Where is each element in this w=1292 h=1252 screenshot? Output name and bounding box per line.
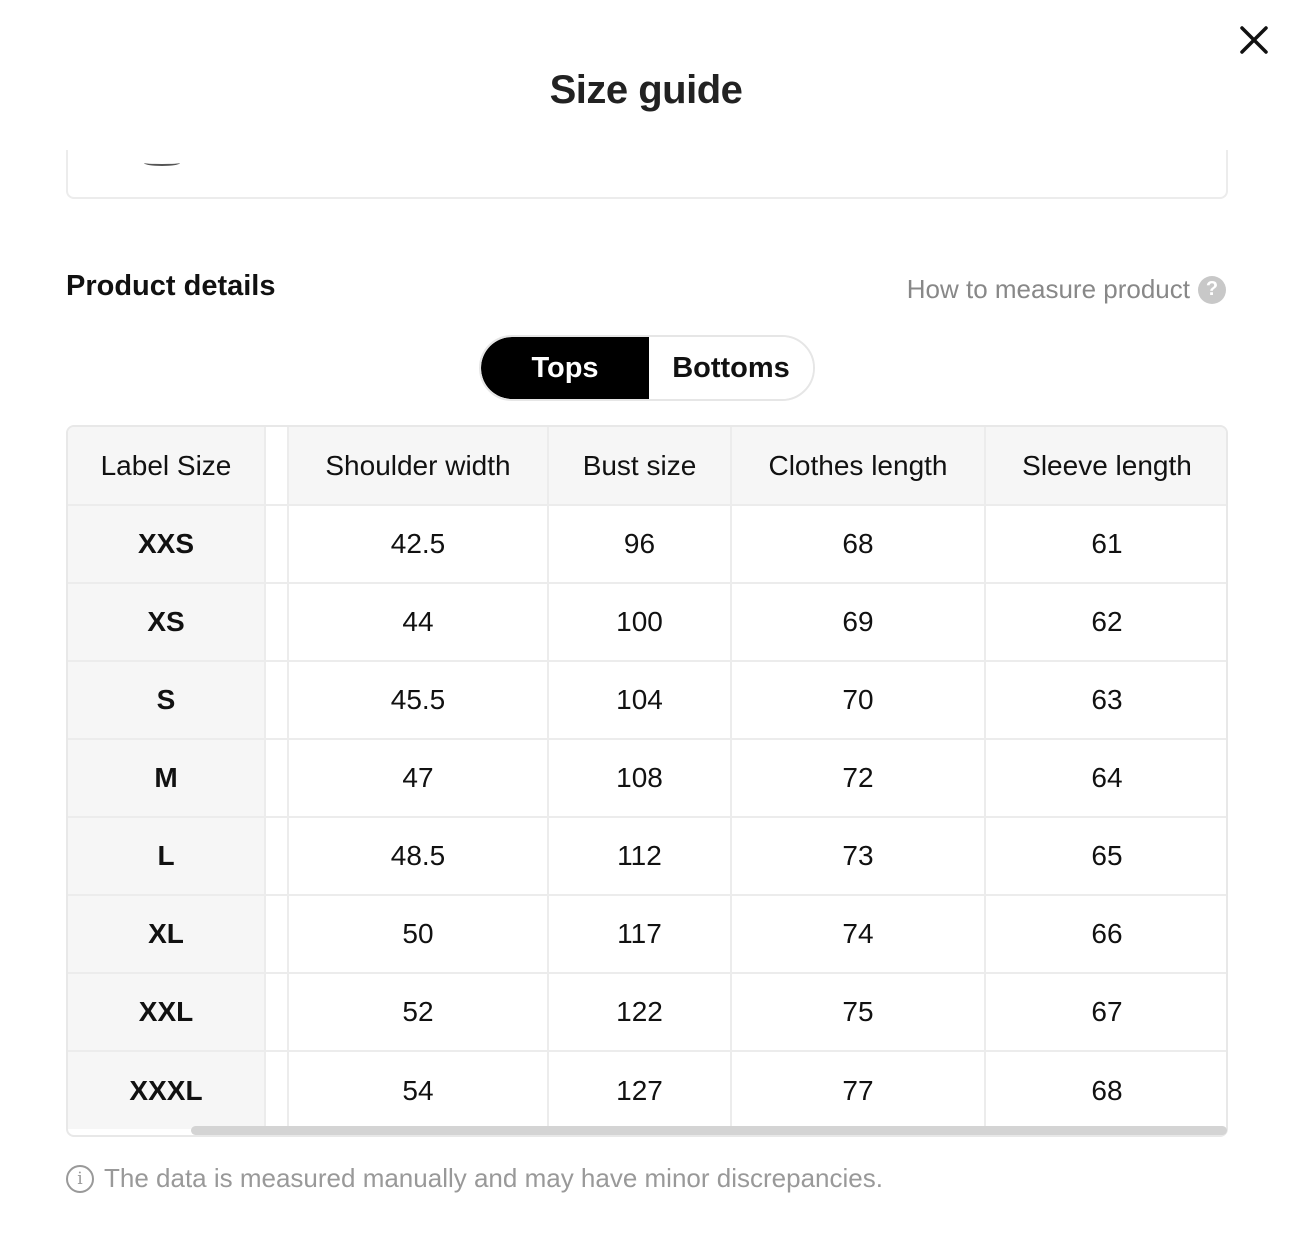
size-label-cell: L (68, 817, 265, 895)
measurement-cell: 62 (985, 583, 1228, 661)
info-icon: i (66, 1165, 94, 1193)
table-header-row (68, 427, 1228, 505)
size-label-cell: XL (68, 895, 265, 973)
column-divider (265, 895, 288, 973)
section-title: Product details (66, 270, 276, 302)
product-card (66, 150, 1228, 199)
column-divider (265, 739, 288, 817)
measurement-cell: 54 (288, 1051, 548, 1129)
how-to-measure-label: How to measure product (906, 274, 1190, 304)
column-header: Sleeve length (985, 427, 1228, 505)
column-divider (265, 505, 288, 583)
table-row (68, 583, 1228, 661)
close-button[interactable] (1234, 20, 1274, 60)
measurement-cell: 73 (731, 817, 985, 895)
measurement-cell: 47 (288, 739, 548, 817)
size-table (68, 427, 1228, 1129)
product-thumbnail (144, 160, 180, 166)
measurement-cell: 77 (731, 1051, 985, 1129)
measurement-cell: 42.5 (288, 505, 548, 583)
tab-tops[interactable]: Tops (481, 337, 649, 399)
measurement-cell: 52 (288, 973, 548, 1051)
measurement-cell: 112 (548, 817, 731, 895)
table-row (68, 895, 1228, 973)
column-header: Bust size (548, 427, 731, 505)
column-header: Shoulder width (288, 427, 548, 505)
measurement-cell: 108 (548, 739, 731, 817)
how-to-measure-link[interactable] (907, 274, 1226, 305)
measurement-cell: 75 (731, 973, 985, 1051)
close-icon (1234, 20, 1274, 60)
measurement-cell: 72 (731, 739, 985, 817)
measurement-cell: 61 (985, 505, 1228, 583)
size-label-cell: M (68, 739, 265, 817)
measurement-cell: 50 (288, 895, 548, 973)
page-title: Size guide (549, 68, 743, 112)
measurement-cell: 45.5 (288, 661, 548, 739)
table-row (68, 817, 1228, 895)
measurement-cell: 74 (731, 895, 985, 973)
category-toggle (479, 335, 815, 401)
table-row (68, 739, 1228, 817)
column-header: Clothes length (731, 427, 985, 505)
column-divider (265, 583, 288, 661)
size-table-container (66, 425, 1228, 1137)
measurement-cell: 96 (548, 505, 731, 583)
measurement-cell: 48.5 (288, 817, 548, 895)
size-label-cell: XS (68, 583, 265, 661)
measurement-cell: 44 (288, 583, 548, 661)
help-icon: ? (1198, 276, 1226, 304)
measurement-cell: 70 (731, 661, 985, 739)
column-divider (265, 973, 288, 1051)
column-divider (265, 817, 288, 895)
measurement-cell: 67 (985, 973, 1228, 1051)
measurement-cell: 117 (548, 895, 731, 973)
footnote-text: The data is measured manually and may have minor discrepancies. (104, 1163, 883, 1193)
measurement-cell: 65 (985, 817, 1228, 895)
measurement-cell: 127 (548, 1051, 731, 1129)
column-divider (265, 1051, 288, 1129)
measurement-cell: 100 (548, 583, 731, 661)
measurement-cell: 122 (548, 973, 731, 1051)
measurement-cell: 64 (985, 739, 1228, 817)
measurement-cell: 63 (985, 661, 1228, 739)
size-label-cell: XXXL (68, 1051, 265, 1129)
table-row (68, 505, 1228, 583)
size-label-cell: XXS (68, 505, 265, 583)
measurement-cell: 104 (548, 661, 731, 739)
measurement-cell: 66 (985, 895, 1228, 973)
measurement-cell: 68 (1091, 1074, 1123, 1106)
table-row (68, 973, 1228, 1051)
footnote (66, 1163, 883, 1194)
table-row (68, 1051, 1228, 1129)
table-row (68, 661, 1228, 739)
column-header: Label Size (68, 427, 265, 505)
size-label-cell: XXL (68, 973, 265, 1051)
measurement-cell: 69 (731, 583, 985, 661)
column-divider (265, 427, 288, 505)
size-label-cell: S (68, 661, 265, 739)
horizontal-scrollbar[interactable] (191, 1126, 1227, 1135)
measurement-cell: 68 (731, 505, 985, 583)
column-divider (265, 661, 288, 739)
tab-bottoms[interactable]: Bottoms (649, 337, 813, 399)
